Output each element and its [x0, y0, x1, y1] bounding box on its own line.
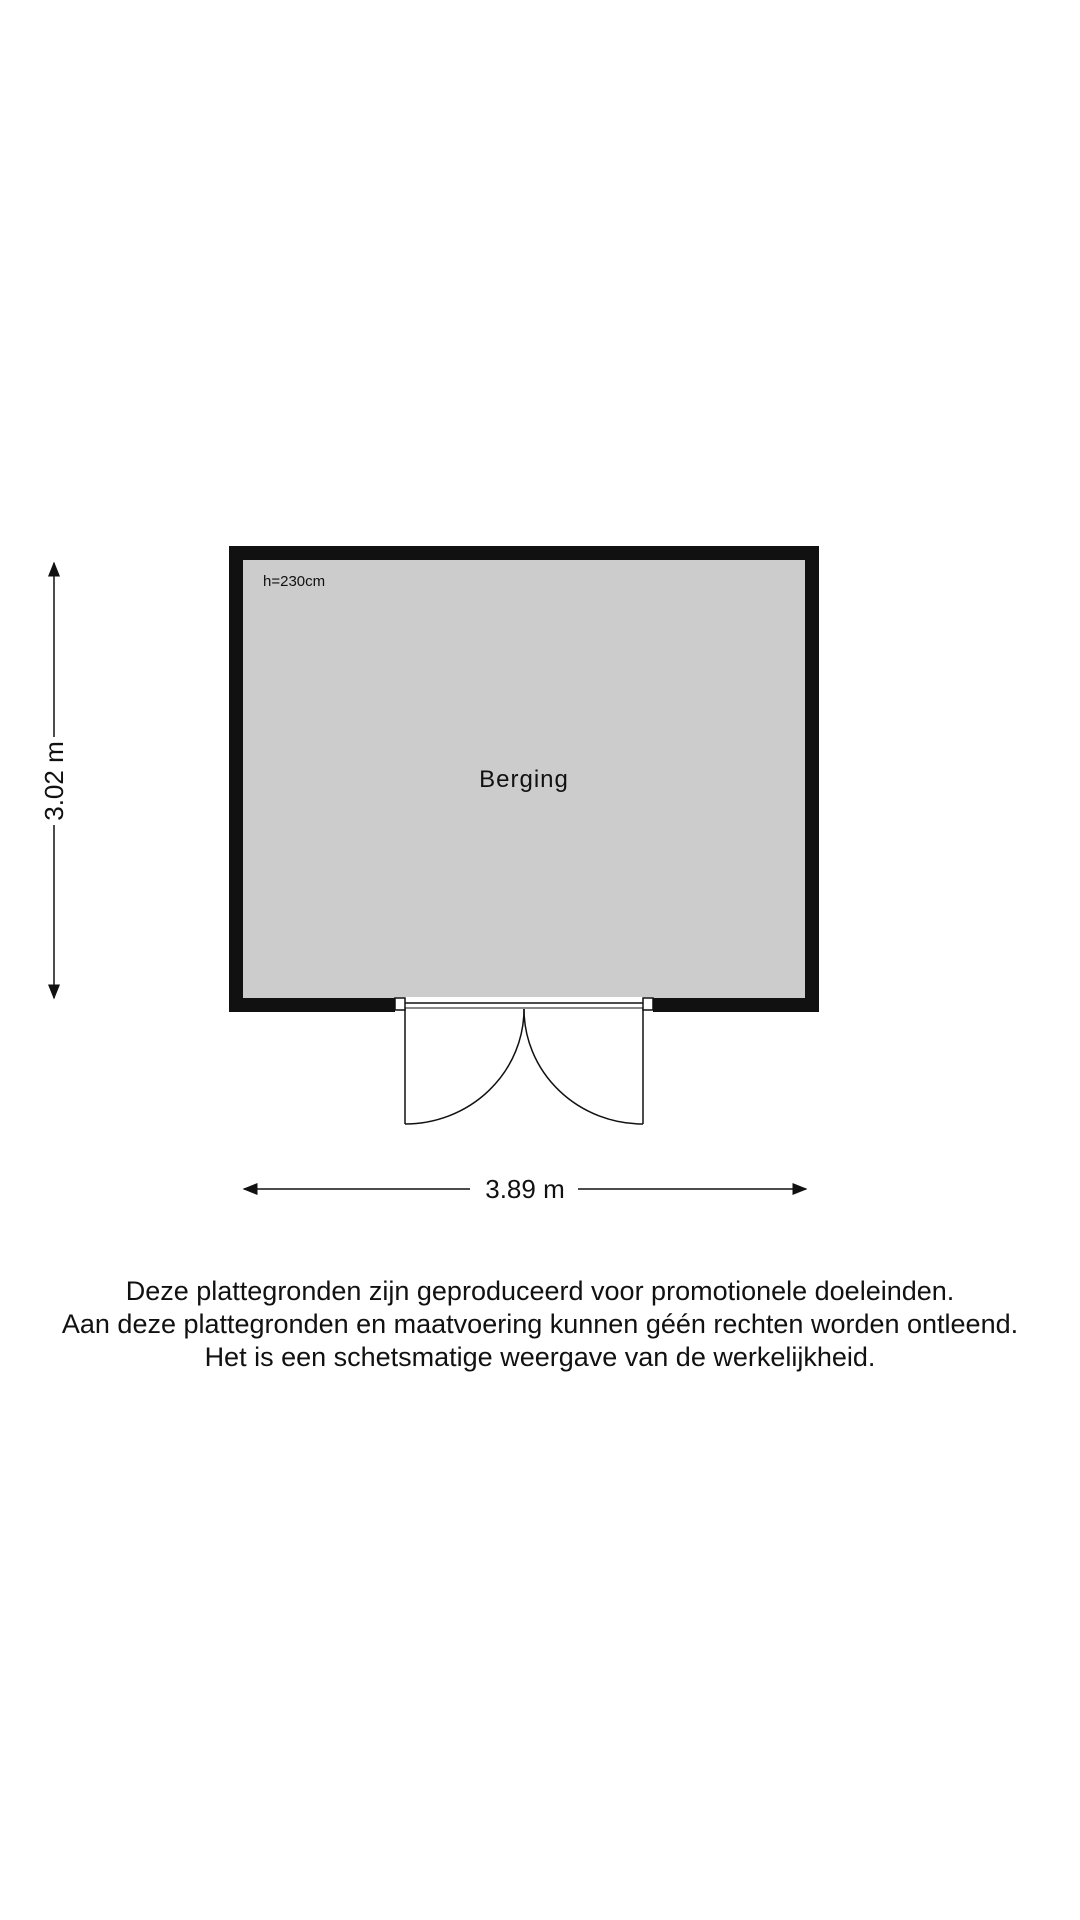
door-swing-right: [524, 1009, 643, 1124]
disclaimer: [0, 1275, 1080, 1374]
room-height-note: h=230cm: [263, 573, 326, 590]
door-swing-left: [405, 1009, 524, 1124]
door-jamb-left: [395, 998, 405, 1010]
depth-dimension-label: 3.02 m: [39, 741, 69, 821]
disclaimer-line-1: Deze plattegronden zijn geproduceerd voor promotionele doeleinden.: [125, 1276, 955, 1306]
door-jamb-right: [643, 998, 653, 1010]
disclaimer-line-2: Aan deze plattegronden en maatvoering kunnen géén rechten worden ontleend.: [61, 1309, 1019, 1339]
room-name-label: Berging: [479, 766, 569, 793]
disclaimer-line-3: Het is een schetsmatige weergave van de werkelijkheid.: [204, 1342, 876, 1372]
width-dimension-label: 3.89 m: [485, 1174, 565, 1204]
